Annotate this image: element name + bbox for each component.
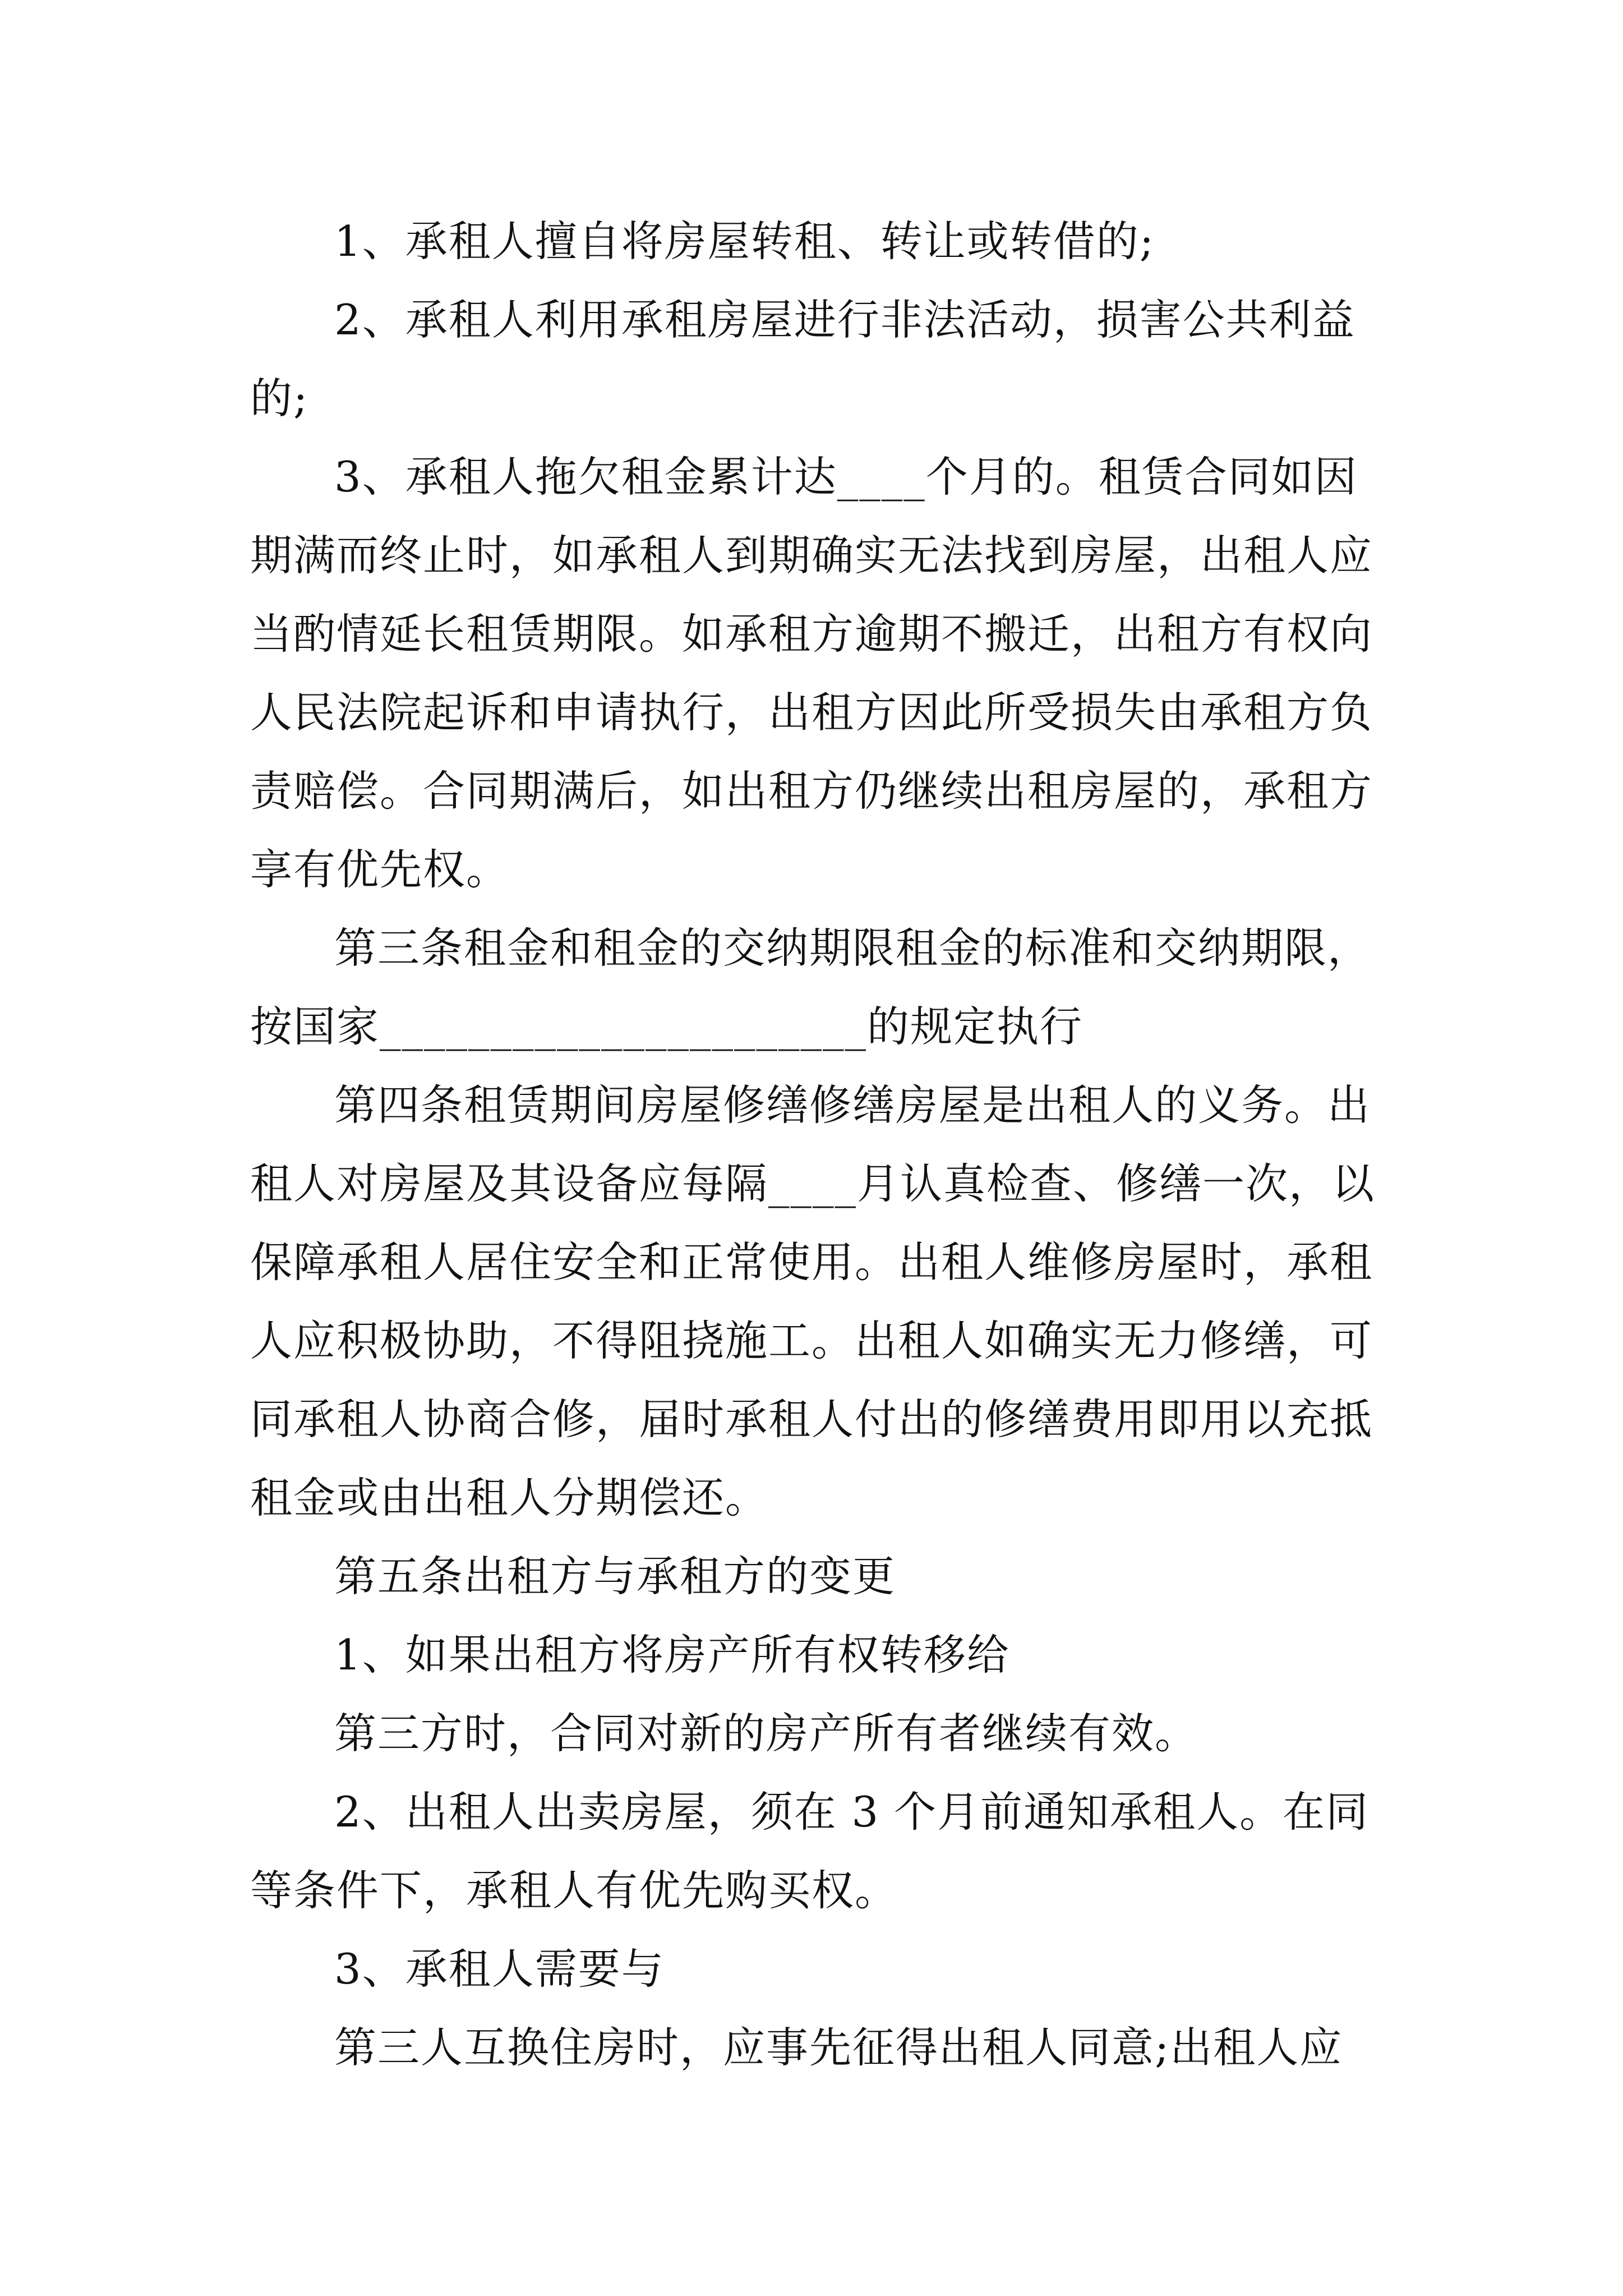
text-line: 1、如果出租方将房产所有权转移给 (334, 1630, 1010, 1680)
text-line: 租人对房屋及其设备应每隔____月认真检查、修缮一次，以 (250, 1159, 1376, 1208)
text-line: 同承租人协商合修，届时承租人付出的修缮费用即用以充抵 (250, 1395, 1373, 1444)
text-line: 租金或由出租人分期偿还。 (250, 1473, 769, 1522)
text-line: 当酌情延长租赁期限。如承租方逾期不搬迁，出租方有权向 (250, 609, 1373, 659)
text-line: 第三人互换住房时，应事先征得出租人同意;出租人应 (334, 2023, 1343, 2072)
text-line: 人应积极协助，不得阻挠施工。出租人如确实无力修缮，可 (250, 1316, 1373, 1365)
text-line: 按国家______________________的规定执行 (250, 1002, 1083, 1051)
text-line: 的; (250, 374, 309, 423)
text-line: 3、承租人需要与 (334, 1944, 665, 1994)
text-line: 等条件下，承租人有优先购买权。 (250, 1866, 898, 1915)
text-line: 第三条租金和租金的交纳期限租金的标准和交纳期限， (334, 923, 1371, 973)
text-line: 第三方时，合同对新的房产所有者继续有效。 (334, 1709, 1198, 1758)
text-line: 享有优先权。 (250, 845, 510, 894)
text-line: 第五条出租方与承租方的变更 (334, 1552, 896, 1601)
text-line: 保障承租人居住安全和正常使用。出租人维修房屋时，承租 (250, 1237, 1373, 1287)
text-line: 1、承租人擅自将房屋转租、转让或转借的; (334, 217, 1155, 266)
text-line: 2、承租人利用承租房屋进行非法活动，损害公共利益 (334, 295, 1355, 344)
text-line: 第四条租赁期间房屋修缮修缮房屋是出租人的义务。出 (334, 1080, 1371, 1130)
text-line: 期满而终止时，如承租人到期确实无法找到房屋，出租人应 (250, 531, 1373, 580)
text-line: 人民法院起诉和申请执行，出租方因此所受损失由承租方负 (250, 688, 1373, 737)
text-line: 3、承租人拖欠租金累计达____个月的。租赁合同如因 (334, 452, 1358, 501)
text-line: 责赔偿。合同期满后，如出租方仍继续出租房屋的，承租方 (250, 766, 1373, 816)
text-line: 2、出租人出卖房屋，须在 3 个月前通知承租人。在同 (334, 1787, 1370, 1837)
